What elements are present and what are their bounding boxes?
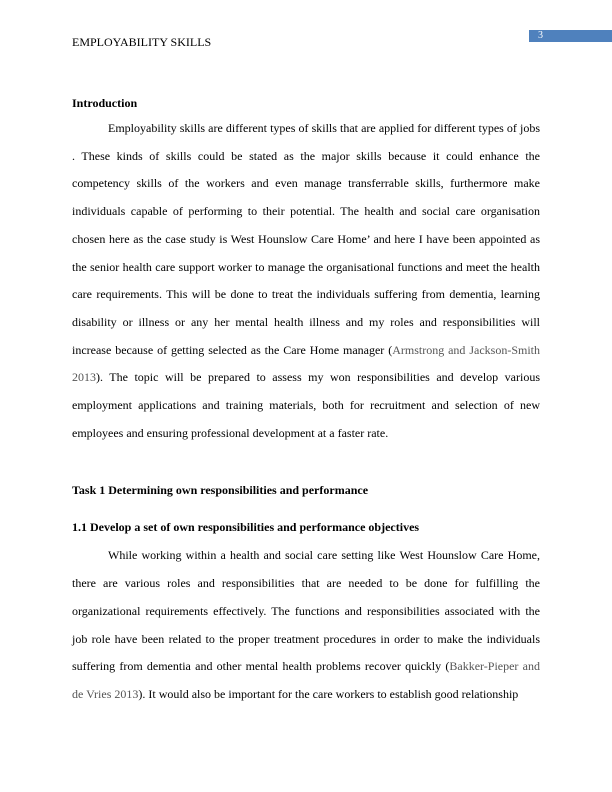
page-number: 3 [538,30,543,41]
section-1-1-text-part2: ). It would also be important for the care workers to establish good relationship [138,686,519,701]
introduction-paragraph [72,115,540,447]
introduction-text-part2: ). The topic will be prepared to assess my won responsibilities and develop various employment applications and training materials, both for recruitment and selection of new employees and ensuring professional development at a faster rate. [72,370,540,440]
introduction-heading: Introduction [72,96,138,110]
page-number-badge [529,30,612,42]
task1-heading: Task 1 Determining own responsibilities and performance [72,483,369,498]
section-1-1-heading: 1.1 Develop a set of own responsibilities and performance objectives [72,520,420,535]
document-body [72,94,540,709]
introduction-text-part1: Employability skills are different types of skills that are applied for different types of jobs . These kinds of skills could be stated as the major skills because it could enhance the competency skills of the workers and even manage transferrable skills, furthermore make individuals capable of performing to their potential. The health and social care organisation chosen here as the case study is West Hounslow Care Home’ and here I have been appointed as the senior health care support worker to manage the organisational functions and meet the health care requirements. This will be done to treat the individuals suffering from dementia, learning disability or illness or any her mental health illness and my roles and responsibilities will increase because of getting selected as the Care Home manager ( [72,121,540,357]
citation-bakker-pieper: Bakker-Pieper and de Vries 2013 [72,659,540,701]
section-1-1-paragraph [72,542,540,708]
citation-armstrong: Armstrong and Jackson-Smith 2013 [72,342,540,385]
running-title: EMPLOYABILITY SKILLS [72,35,212,49]
section-1-1-text-part1: While working within a health and social care setting like West Hounslow Care Home, there are various roles and responsibilities that are needed to be done for fulfilling the organizational requirements effectively. The functions and responsibilities associated with the job role have been related to the proper treatment procedures in order to make the individuals suffering from dementia and other mental health problems recover quickly ( [72,548,540,674]
